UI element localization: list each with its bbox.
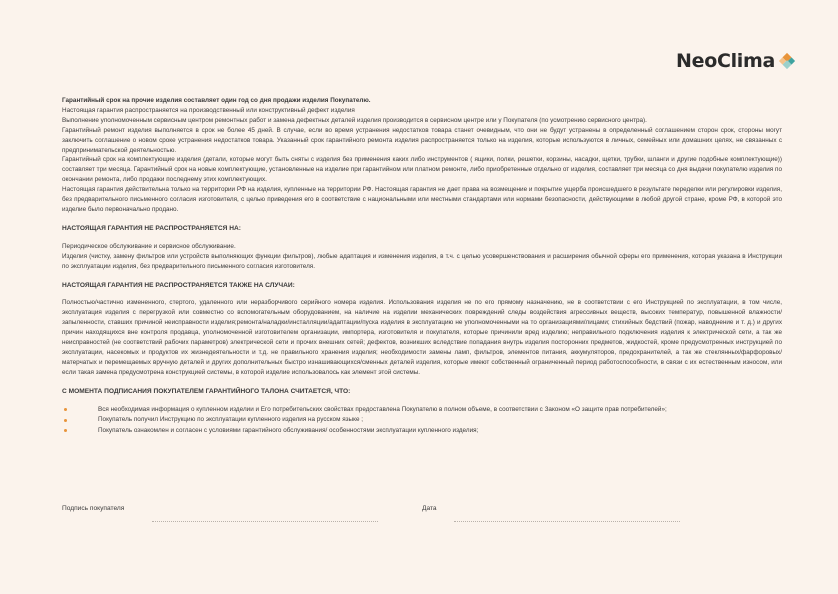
intro-paragraph-2: Настоящая гарантия распространяется на производственный или конструктивный дефект изделия [62, 106, 355, 114]
date-label: Дата [422, 505, 437, 512]
buyer-signature-label: Подпись покупателя [62, 505, 125, 512]
warranty-text [62, 96, 782, 436]
intro-paragraph-3: Выполнение уполномоченным сервисным центром ремонтных работ и замена дефектных деталей изделия производится в сервисном центре или у Покупателя (по усмотрению сервисного центра). [62, 116, 647, 124]
section2-paragraph: Полностью/частично измененного, стертого, удаленного или неразборчивого серийного номера изделия. Использования изделия не по его прямому назначению, не в соответствии с его Инструкцией по эксплуатации, в том числе, эксплуатация изделия с перегрузкой или совместно со вспомогательным оборудованием, на наличие на изделии механических повреждений следы воздействия агрессивных веществ, высоких температур, повышенной влажности/запыленности, ставших причиной неисправности изделия;ремонта/наладки/инсталляции/адаптации/пуска изделия в эксплуатацию не уполномоченными на то организациями/лицами; стихийных бедствий (пожар, наводнение и т. д.) и других причин находящихся вне контроля продавца, уполномоченной изготовителем организации, импортера, изготовителя и покупателя, которые причинили вред изделию; неправильного подключения изделия к электрической сети, а так же неисправностей (не соответствий рабочих параметров) электрической сети и прочих внешних сетей; дефектов, возникших вследствие попадания внутрь изделия посторонних предметов, жидкостей, кроме предусмотренных инструкцией по эксплуатации, насекомых и продуктов их жизнедеятельности и т.д. не правильного хранения изделия; необходимости замены ламп, фильтров, элементов питания, аккумуляторов, предохранителей, а так же стеклянных/фарфоровых/матерчатых и перемещаемых вручную деталей и других дополнительных быстро изнашивающихся/сменных деталей изделия, которые имеют собственный ограниченный период работоспособности, в связи с их естественным износом, или если такая замена предусмотрена конструкцией системы, в которой изделие использовалось как элемент этой системы. [62, 299, 782, 376]
intro-paragraph-6: Настоящая гарантия действительна только на территории РФ на изделия, купленные на территории РФ. Настоящая гарантия не дает права на возмещение и покрытие ущерба происшедшего в результате переделки или регулировки изделия, без предварительного письменного согласия изготовителя, с целью приведения его в соответствие с национальными или местными стандартами или нормами безопасности, действующими в любой другой стране, кроме РФ, в которой это изделие было первоначально продано. [62, 186, 782, 213]
list-item: Вся необходимая информация о купленном изделии и Его потребительских свойствах предоставлена Покупателю в полном объеме, в соответствии с Законом «О защите прав потребителей»; [62, 405, 782, 416]
intro-paragraph-5: Гарантийный срок на комплектующие изделия (детали, которые могут быть сняты с изделия без применения каких либо инструментов ( ящики, полки, решетки, корзины, насадки, щетки, трубки, шланги и другие подобные комплектующие)) составляет три месяца. Гарантийный срок на новые комплектующие, установленные на изделие при гарантийном или платном ремонте, либо приобретенные отдельно от изделия, составляет три месяца со дня выдачи покупателю изделия по окончании ремонта, либо продажи последнему этих комплектующих. [62, 156, 782, 184]
agreement-list [62, 405, 782, 437]
date-line[interactable] [454, 521, 680, 522]
section1-heading: НАСТОЯЩАЯ ГАРАНТИЯ НЕ РАСПРОСТРАНЯЕТСЯ НА: [62, 224, 241, 232]
brand-logo [676, 50, 796, 72]
neoclima-diamond-icon [778, 52, 796, 70]
intro-paragraph-1: Гарантийный срок на прочие изделия составляет один год со дня продажи изделия Покупателю. [62, 97, 371, 104]
intro-paragraph-4: Гарантийный ремонт изделия выполняется в срок не более 45 дней. В случае, если во время устранения недостатков товара станет очевидным, что они не будут устранены в определенный соглашением сторон срок, стороны могут заключить соглашение о новом сроке устранения недостатков товара. Указанный срок гарантийного ремонта изделия распространяется только на изделия, которые используются в личных, семейных или домашних целях, не связанных с предпринимательской деятельностью. [62, 126, 782, 154]
section2-heading: НАСТОЯЩАЯ ГАРАНТИЯ НЕ РАСПРОСТРАНЯЕТСЯ ТАКЖЕ НА СЛУЧАИ: [62, 281, 295, 289]
section1-paragraph-2: Изделия (чистку, замену фильтров или устройств выполняющих функции фильтров), любые адаптация и изменения изделия, в т.ч. с целью усовершенствования и расширения обычной сферы его применения, которая указана в Инструкции по эксплуатации изделия, без предварительного письменного согласия изготовителя. [62, 252, 782, 270]
list-item: Покупатель ознакомлен и согласен с условиями гарантийного обслуживания/ особенностями эксплуатации купленного изделия; [62, 426, 782, 437]
list-item: Покупатель получил Инструкцию по эксплуатации купленного изделия на русском языке ; [62, 415, 782, 426]
brand-name: NeoClima [676, 50, 776, 72]
section1-paragraph-1: Периодическое обслуживание и сервисное обслуживание. [62, 242, 236, 250]
section3-heading: С МОМЕНТА ПОДПИСАНИЯ ПОКУПАТЕЛЕМ ГАРАНТИЙНОГО ТАЛОНА СЧИТАЕТСЯ, ЧТО: [62, 387, 351, 395]
buyer-signature-line[interactable] [152, 521, 378, 522]
